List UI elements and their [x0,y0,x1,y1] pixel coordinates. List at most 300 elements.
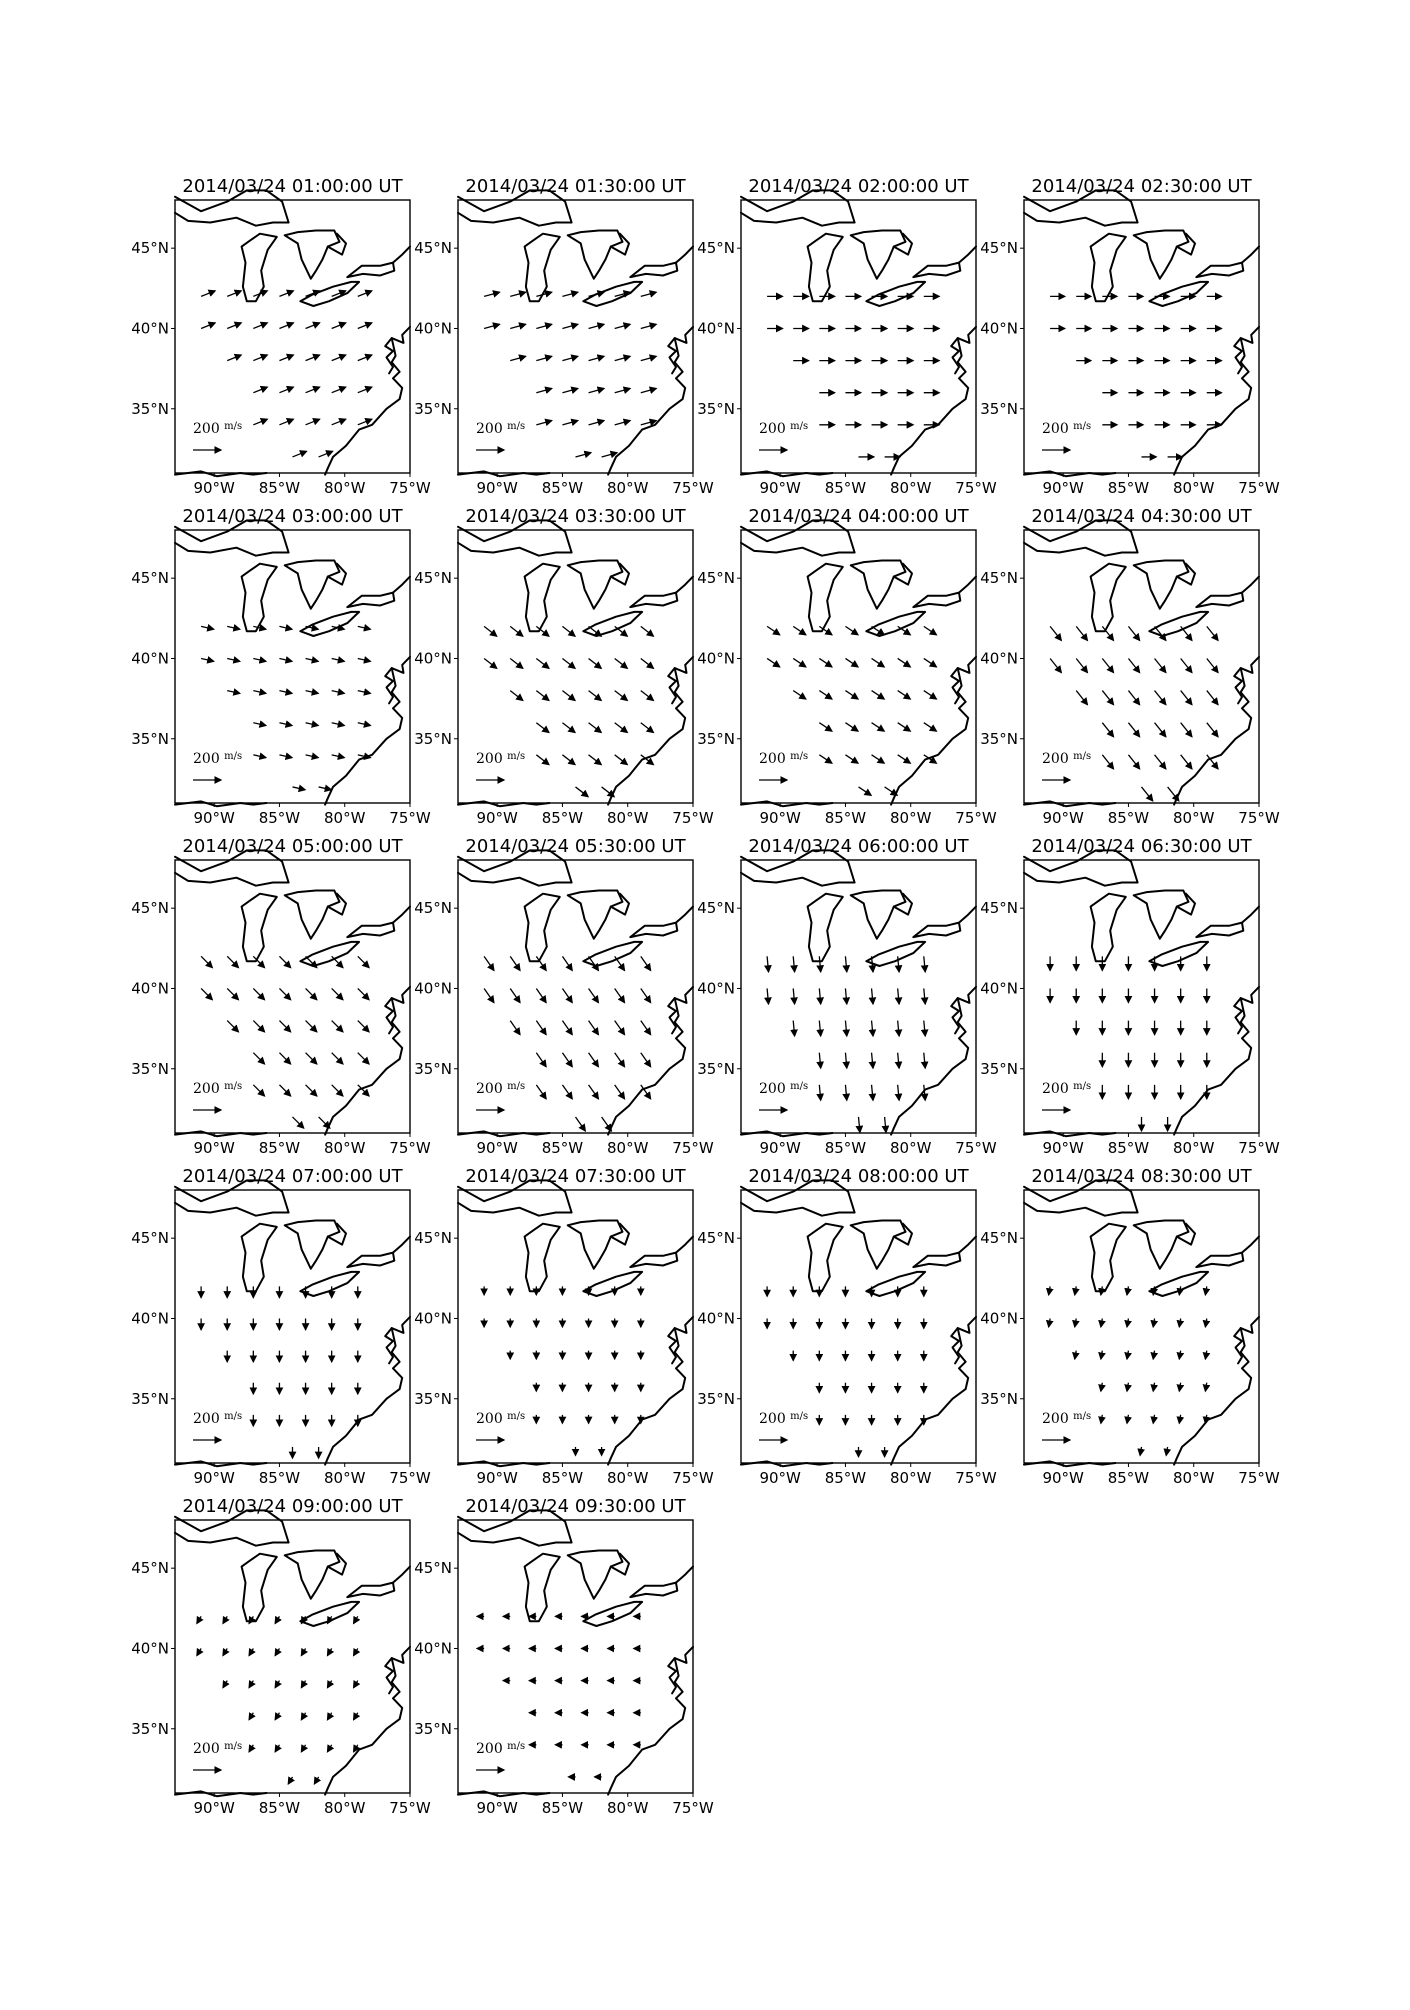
coastline-path [175,1791,266,1796]
wind-vector-arrow [1153,1351,1154,1359]
wind-vector-arrow [253,691,266,694]
x-tick-label: 75°W [389,809,431,827]
x-tick-label: 75°W [389,1469,431,1487]
wind-vector-arrow [589,421,604,425]
reference-vector-label: 200 $^{m/s}$ [1042,421,1092,437]
wind-vector-arrow [641,1053,651,1067]
wind-vector-arrow [319,451,333,457]
coastline-path [385,998,393,1033]
coastline-path [608,327,693,475]
wind-vector-arrow [562,1021,572,1035]
coastline-path [1234,1328,1242,1363]
panel-title: 2014/03/24 08:30:00 UT [1031,1166,1252,1187]
wind-vector-arrow [279,291,293,297]
x-tick-label: 75°W [672,809,714,827]
wind-vector-arrow [1127,1286,1128,1294]
wind-vector-arrow [898,988,899,1003]
wind-vector-arrow [306,988,317,999]
wind-vector-arrow [562,1053,572,1067]
x-tick-label: 90°W [476,809,518,827]
coastline-path [913,923,960,938]
reference-vector-label: 200 $^{m/s}$ [1042,1411,1092,1427]
wind-vector-arrow [924,691,937,699]
wind-vector-arrow [306,323,320,329]
wind-vector-arrow [1128,755,1139,769]
x-tick-label: 85°W [258,1469,301,1487]
panel-title: 2014/03/24 04:00:00 UT [748,506,969,527]
wind-vector-arrow [924,1085,925,1100]
wind-vector-arrow [510,956,520,970]
wind-vector-arrow [641,356,656,360]
reference-vector-label: 200 $^{m/s}$ [476,1741,526,1757]
wind-vector-arrow [510,658,523,668]
coastline-path [1196,923,1243,938]
reference-vector-label: 200 $^{m/s}$ [193,421,243,437]
wind-vector-arrow [898,755,911,763]
y-tick-label: 45°N [980,239,1018,258]
wind-vector-arrow [253,626,266,629]
reference-vector-label: 200 $^{m/s}$ [759,1081,809,1097]
coastline-path [393,577,410,593]
map-panel [414,1496,714,1817]
wind-vector-arrow [536,1053,546,1067]
wind-vector-arrow [576,453,591,457]
x-tick-label: 80°W [607,1469,649,1487]
y-tick-label: 35°N [414,729,452,748]
wind-vector-arrow [819,1021,820,1036]
x-tick-label: 90°W [476,1469,518,1487]
wind-vector-arrow [898,1021,899,1036]
wind-vector-arrow [1155,658,1166,672]
coastline-path [741,471,832,476]
coastline-path [393,1237,410,1253]
wind-vector-arrow [279,1021,290,1032]
y-tick-label: 40°N [980,1309,1018,1328]
wind-vector-arrow [845,1021,846,1036]
y-tick-label: 45°N [414,1559,452,1578]
coastline-path [866,612,925,636]
wind-vector-arrow [1205,1286,1206,1294]
wind-vector-arrow [332,387,346,393]
wind-vector-arrow [253,1053,264,1064]
wind-vector-arrow [1166,1447,1167,1455]
y-tick-label: 35°N [131,1059,169,1078]
wind-vector-arrow [1207,626,1218,640]
coastline-path [568,231,623,279]
wind-vector-arrow [872,755,885,763]
wind-vector-arrow [253,1085,264,1096]
map-panel [414,506,714,827]
x-tick-label: 90°W [476,1799,518,1817]
y-tick-label: 35°N [697,1059,735,1078]
coastline-path [1149,612,1208,636]
wind-vector-arrow [279,419,293,425]
wind-vector-arrow [1049,1318,1050,1326]
wind-vector-arrow [1179,1318,1180,1326]
map-panel [414,176,714,497]
wind-vector-arrow [602,787,615,797]
wind-vector-arrow [253,755,266,758]
coastline-path [808,894,843,962]
coastline-path [1149,942,1208,966]
wind-vector-arrow [589,356,604,360]
x-tick-label: 90°W [476,1139,518,1157]
map-panel [980,1166,1280,1487]
wind-vector-arrow [576,1117,586,1131]
coastline-path [583,282,642,306]
x-tick-label: 80°W [890,1469,932,1487]
wind-vector-arrow [253,355,267,361]
coastline-path [676,1567,693,1583]
wind-vector-arrow [197,1648,201,1655]
wind-vector-arrow [319,1117,330,1128]
wind-vector-arrow [1127,1318,1128,1326]
y-tick-label: 45°N [697,569,735,588]
wind-vector-arrow [845,658,858,666]
wind-vector-arrow [536,658,549,668]
x-tick-label: 85°W [1107,479,1150,497]
coastline-path [959,907,976,923]
wind-vector-arrow [275,1648,279,1655]
wind-vector-arrow [589,324,604,328]
wind-vector-arrow [223,1681,227,1688]
map-panel [414,1166,714,1487]
wind-vector-arrow [793,1021,794,1036]
coastline-path [891,327,976,475]
wind-vector-arrow [358,291,372,297]
panel-grid [131,176,1280,1817]
x-tick-label: 80°W [607,809,649,827]
wind-vector-arrow [898,723,911,731]
x-tick-label: 75°W [1238,1139,1280,1157]
wind-vector-arrow [536,755,549,765]
x-tick-label: 90°W [1042,809,1084,827]
map-panel [980,176,1280,497]
x-tick-label: 90°W [1042,1139,1084,1157]
wind-vector-arrow [358,1053,369,1064]
wind-vector-arrow [845,723,858,731]
wind-vector-arrow [275,1681,279,1688]
y-tick-label: 40°N [414,319,452,338]
wind-vector-arrow [253,723,266,726]
coastline-path [676,247,693,263]
wind-vector-arrow [819,755,832,763]
coastline-path [525,564,560,632]
wind-vector-arrow [279,387,293,393]
wind-vector-arrow [1128,723,1139,737]
coastline-path [525,1554,560,1622]
wind-vector-arrow [641,389,656,393]
wind-vector-arrow [767,658,780,666]
reference-vector-label: 200 $^{m/s}$ [759,751,809,767]
wind-vector-arrow [510,324,525,328]
wind-vector-arrow [249,1745,253,1752]
coastline-path [385,1658,393,1693]
x-tick-label: 80°W [607,1139,649,1157]
coastline-path [385,668,393,703]
wind-vector-arrow [1102,626,1113,640]
y-tick-label: 35°N [414,399,452,418]
reference-vector-label: 200 $^{m/s}$ [759,421,809,437]
x-tick-label: 80°W [607,479,649,497]
wind-vector-arrow [1153,1383,1154,1391]
wind-vector-arrow [253,988,264,999]
wind-vector-arrow [227,1021,238,1032]
wind-vector-arrow [1140,1447,1141,1455]
map-panel [980,836,1280,1157]
wind-vector-arrow [615,988,625,1002]
x-tick-label: 85°W [541,1139,584,1157]
y-tick-label: 35°N [980,399,1018,418]
wind-vector-arrow [1168,787,1179,801]
wind-vector-arrow [1128,658,1139,672]
coastline-path [325,987,410,1135]
wind-vector-arrow [589,1021,599,1035]
panel-title: 2014/03/24 08:00:00 UT [748,1166,969,1187]
wind-vector-arrow [227,355,241,361]
coastline-path [583,1602,642,1626]
panel-title: 2014/03/24 01:30:00 UT [465,176,686,197]
wind-vector-arrow [306,658,319,661]
wind-vector-arrow [589,691,602,701]
x-tick-label: 85°W [258,1799,301,1817]
wind-vector-arrow [328,1648,332,1655]
panel-title: 2014/03/24 05:30:00 UT [465,836,686,857]
wind-vector-arrow [306,355,320,361]
x-tick-label: 85°W [258,1139,301,1157]
coastline-path [951,998,959,1033]
panel-title: 2014/03/24 02:00:00 UT [748,176,969,197]
coastline-path [1234,998,1242,1033]
y-tick-label: 45°N [414,1229,452,1248]
wind-vector-arrow [306,691,319,694]
y-tick-label: 40°N [697,319,735,338]
coastline-path [1134,231,1189,279]
coastline-path [851,231,906,279]
wind-vector-arrow [279,755,292,758]
y-tick-label: 35°N [131,1719,169,1738]
wind-vector-arrow [332,658,345,661]
coastline-path [300,942,359,966]
y-tick-label: 45°N [131,1559,169,1578]
wind-vector-arrow [1102,658,1113,672]
wind-vector-arrow [358,387,372,393]
wind-vector-arrow [1142,787,1153,801]
y-tick-label: 45°N [697,239,735,258]
wind-vector-arrow [562,626,575,636]
wind-vector-arrow [859,787,872,795]
coastline-path [959,1237,976,1253]
wind-vector-arrow [1153,1318,1154,1326]
map-panel [131,1166,431,1487]
wind-vector-arrow [1076,658,1087,672]
wind-vector-arrow [249,1648,253,1655]
wind-vector-arrow [1181,691,1192,705]
wind-vector-arrow [819,691,832,699]
wind-vector-arrow [793,988,794,1003]
coastline-path [851,891,906,939]
wind-vector-arrow [249,1713,253,1720]
wind-vector-arrow [859,1117,860,1132]
wind-vector-arrow [319,787,332,790]
wind-vector-arrow [924,956,925,971]
reference-vector-label: 200 $^{m/s}$ [193,1741,243,1757]
wind-vector-arrow [536,324,551,328]
wind-vector-arrow [358,1021,369,1032]
wind-vector-arrow [924,658,937,666]
reference-vector-label: 200 $^{m/s}$ [476,1411,526,1427]
wind-vector-arrow [1050,626,1061,640]
wind-vector-arrow [1179,1383,1180,1391]
wind-vector-arrow [510,626,523,636]
coastline-path [347,1583,394,1598]
x-tick-label: 85°W [824,1139,867,1157]
wind-vector-arrow [1181,755,1192,769]
x-tick-label: 85°W [541,1799,584,1817]
coastline-path [608,1317,693,1465]
wind-vector-arrow [484,292,499,296]
wind-vector-arrow [793,691,806,699]
coastline-path [458,1131,549,1136]
x-tick-label: 75°W [955,1469,997,1487]
wind-vector-arrow [924,1021,925,1036]
wind-vector-arrow [1205,1351,1206,1359]
y-tick-label: 40°N [131,979,169,998]
wind-vector-arrow [332,323,346,329]
wind-vector-arrow [358,323,372,329]
wind-vector-arrow [484,956,494,970]
wind-vector-arrow [510,356,525,360]
coastline-path [630,1253,677,1268]
wind-vector-arrow [510,292,525,296]
y-tick-label: 40°N [980,979,1018,998]
wind-vector-arrow [201,956,212,967]
map-panel [697,836,997,1157]
coastline-path [385,338,393,373]
wind-vector-arrow [358,658,371,661]
wind-vector-arrow [536,691,549,701]
y-tick-label: 35°N [414,1719,452,1738]
coastline-path [1149,1272,1208,1296]
wind-vector-arrow [767,956,768,971]
x-tick-label: 85°W [541,809,584,827]
wind-vector-arrow [898,1053,899,1068]
coastline-path [1024,801,1115,806]
coastline-path [393,907,410,923]
wind-vector-arrow [562,755,575,765]
coastline-path [808,564,843,632]
wind-vector-arrow [253,419,267,425]
y-tick-label: 40°N [131,1639,169,1658]
wind-vector-arrow [562,956,572,970]
wind-vector-arrow [641,988,651,1002]
coastline-path [1242,907,1259,923]
coastline-path [1196,593,1243,608]
y-tick-label: 35°N [697,729,735,748]
coastline-path [951,668,959,703]
wind-vector-arrow [223,1616,227,1623]
wind-vector-arrow [845,1085,846,1100]
wind-vector-arrow [562,1085,572,1099]
wind-vector-arrow [1128,691,1139,705]
y-tick-label: 40°N [697,649,735,668]
wind-vector-arrow [562,691,575,701]
y-tick-label: 45°N [131,1229,169,1248]
wind-vector-arrow [227,988,238,999]
wind-vector-arrow [885,787,898,795]
x-tick-label: 75°W [389,1799,431,1817]
coastline-path [1091,564,1126,632]
coastline-path [175,471,266,476]
coastline-path [242,234,277,302]
coastline-path [1149,282,1208,306]
y-tick-label: 35°N [980,1389,1018,1408]
wind-vector-arrow [1155,691,1166,705]
coastline-path [866,942,925,966]
wind-vector-arrow [484,658,497,668]
wind-vector-arrow [1049,1286,1050,1294]
wind-vector-arrow [615,389,630,393]
coastline-path [891,657,976,805]
coastline-path [1091,234,1126,302]
coastline-path [851,1221,906,1269]
coastline-path [913,263,960,278]
wind-vector-arrow [306,1053,317,1064]
wind-vector-arrow [536,389,551,393]
wind-vector-arrow [253,323,267,329]
x-tick-label: 85°W [824,1469,867,1487]
coastline-path [347,1253,394,1268]
wind-vector-arrow [898,658,911,666]
wind-vector-arrow [510,691,523,701]
wind-vector-arrow [898,1085,899,1100]
coastline-path [583,1272,642,1296]
coastline-path [175,1131,266,1136]
reference-vector-label: 200 $^{m/s}$ [476,751,526,767]
wind-vector-arrow [328,1713,332,1720]
wind-vector-arrow [1102,755,1113,769]
reference-vector-label: 200 $^{m/s}$ [759,1411,809,1427]
wind-vector-arrow [1205,1383,1206,1391]
x-tick-label: 75°W [1238,809,1280,827]
y-tick-label: 35°N [414,1389,452,1408]
coastline-path [808,1224,843,1292]
wind-vector-arrow [872,658,885,666]
wind-vector-arrow [589,1085,599,1099]
coastline-path [325,657,410,805]
wind-vector-arrow [301,1713,305,1720]
wind-vector-arrow [279,988,290,999]
coastline-path [676,577,693,593]
coastline-path [393,1567,410,1583]
y-tick-label: 45°N [697,899,735,918]
panel-title: 2014/03/24 02:30:00 UT [1031,176,1252,197]
wind-vector-arrow [1101,1318,1102,1326]
wind-vector-arrow [819,1085,820,1100]
coastline-path [458,1791,549,1796]
coastline-path [741,1131,832,1136]
x-tick-label: 80°W [324,479,366,497]
coastline-path [676,907,693,923]
panel-title: 2014/03/24 04:30:00 UT [1031,506,1252,527]
coastline-path [866,1272,925,1296]
wind-vector-arrow [358,988,369,999]
y-tick-label: 40°N [131,649,169,668]
x-tick-label: 80°W [324,1799,366,1817]
wind-vector-arrow [536,723,549,733]
wind-vector-arrow [924,723,937,731]
x-tick-label: 90°W [759,809,801,827]
